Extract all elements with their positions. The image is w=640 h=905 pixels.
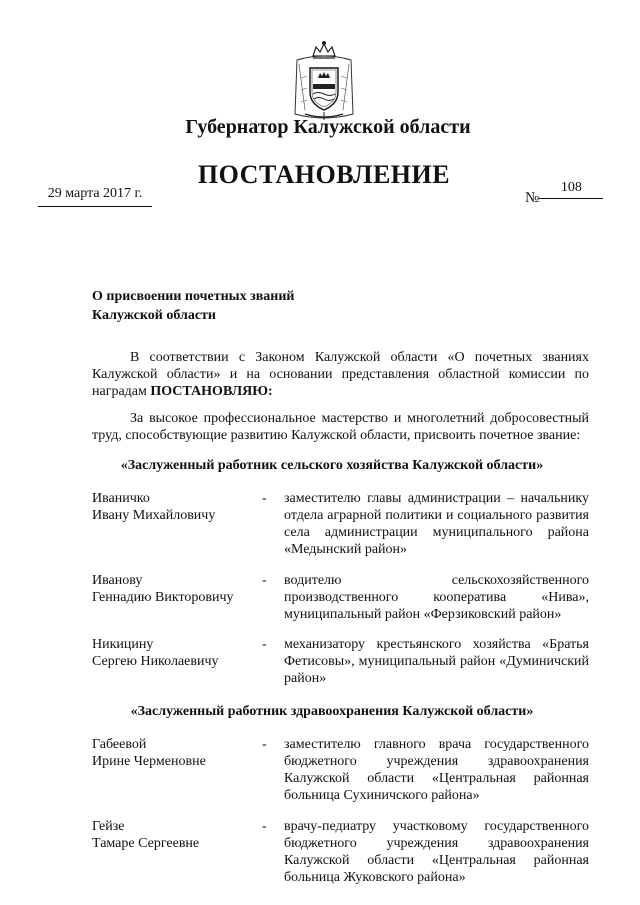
awardee-position: водителю сельскохозяйственного производственного кооператива «Нива», муниципальный район «Ферзиковский район» <box>284 573 589 622</box>
awardee-surname: Гейзе <box>92 819 125 834</box>
entry-dash: - <box>262 637 267 652</box>
awardee-surname: Иваничко <box>92 491 150 506</box>
awardee-name <box>92 490 252 524</box>
document-number <box>525 180 603 207</box>
awardee-given-name: Геннадию Викторовичу <box>92 590 234 605</box>
subject-line-1: О присвоении почетных званий <box>92 289 295 304</box>
awardee-name <box>92 818 252 852</box>
document-subject <box>92 287 294 325</box>
subject-line-2: Калужской области <box>92 308 216 323</box>
awardee-given-name: Сергею Николаевичу <box>92 654 219 669</box>
entry-dash: - <box>262 819 267 834</box>
awardee-given-name: Тамаре Сергеевне <box>92 836 200 851</box>
preamble-paragraph <box>92 349 589 400</box>
awardee-given-name: Ивану Михайловичу <box>92 508 216 523</box>
kaluga-coat-of-arms-icon <box>291 38 357 122</box>
number-value: 108 <box>539 180 603 199</box>
awardee-surname: Иванову <box>92 573 143 588</box>
awardee-given-name: Ирине Черменовне <box>92 754 206 769</box>
entry-dash: - <box>262 491 267 506</box>
number-sign: № <box>525 190 540 206</box>
issuer-title: Губернатор Калужской области <box>185 116 471 138</box>
honorary-title-heading: «Заслуженный работник сельского хозяйства Калужской области» <box>120 458 544 473</box>
document-type-heading: ПОСТАНОВЛЕНИЕ <box>197 160 451 189</box>
awardee-position: врачу-педиатру участковому государственного бюджетного учреждения здравоохранения Калужской области «Центральная районная больница Жуковского района» <box>284 819 589 885</box>
honorary-title-heading: «Заслуженный работник здравоохранения Калужской области» <box>130 704 534 719</box>
awardee-surname: Никицину <box>92 637 154 652</box>
awardee-name <box>92 636 252 670</box>
entry-dash: - <box>262 737 267 752</box>
decree-word: ПОСТАНОВЛЯЮ: <box>150 384 273 399</box>
awardee-position: механизатору крестьянского хозяйства «Братья Фетисовы», муниципальный район «Думиничский район» <box>284 637 589 686</box>
awardee-name <box>92 572 252 606</box>
awardee-position: заместителю главы администрации – начальнику отдела аграрной политики и социального развития села администрации муниципального района «Медынский район» <box>284 491 589 557</box>
award-paragraph: За высокое профессиональное мастерство и многолетний добросовестный труд, способствующие развитию Калужской области, присвоить почетное звание: <box>92 411 589 443</box>
awardee-surname: Габеевой <box>92 737 147 752</box>
awardee-name <box>92 736 252 770</box>
awardee-position: заместителю главного врача государственного бюджетного учреждения здравоохранения Калужской области «Центральная районная больница Сухиничского района» <box>284 737 589 803</box>
entry-dash: - <box>262 573 267 588</box>
document-date: 29 марта 2017 г. <box>38 186 152 207</box>
preamble-text: В соответствии с Законом Калужской области «О почетных званиях Калужской области» и на основании представления областной комиссии по наградам <box>92 350 589 399</box>
